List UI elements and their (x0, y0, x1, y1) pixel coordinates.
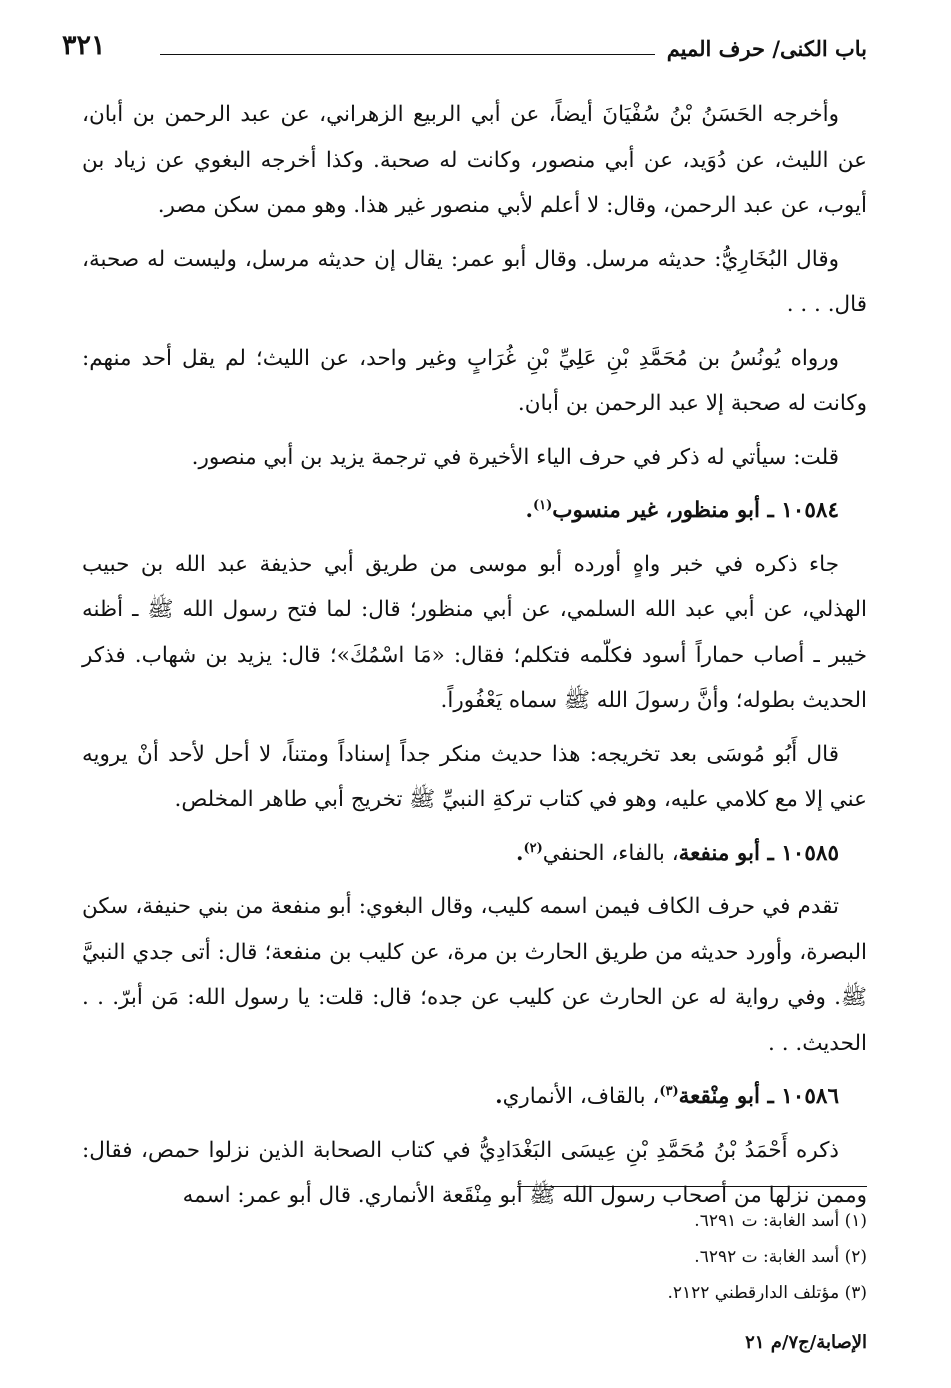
paragraph: جاء ذكره في خبر واهٍ أورده أبو موسى من طريق أبي حذيفة عبد الله بن حبيب الهذلي، عن أبي عبد الله السلمي، عن أبي منظور؛ قال: لما فتح رسول الله ﷺ ـ أظنه خيبر ـ أصاب حماراً أسود فكلّمه فتكلم؛ فقال: «مَا اسْمُكَ»؛ قال: يزيد بن شهاب. فذكر الحديث بطوله؛ وأنَّ رسولَ الله ﷺ سماه يَعْفُوراً. (82, 551, 867, 713)
entry-description: ، بالفاء، الحنفي (542, 840, 679, 866)
entry-heading: ١٠٥٨٦ ـ أبو مِنْقعة$^{(٣)}$، بالقاف، الأنماري. (495, 1083, 839, 1109)
page-header (62, 30, 867, 74)
footnote: (٢) أسد الغابة: ت ٦٢٩٢. (694, 1247, 867, 1267)
footnote-mark[interactable]: (٢) (523, 840, 543, 856)
paragraph: ذكره أَحْمَدُ بْنُ مُحَمَّدِ بْنِ عِيسَى البَغْدَادِيُّ في كتاب الصحابة الذين نزلوا حمص، فقال: وممن نزلها من أصحاب رسول الله ﷺ أبو مِنْقَعة الأنماري. قال أبو عمر: اسمه (82, 1137, 867, 1208)
footnote-mark[interactable]: (٣) (659, 1083, 679, 1099)
paragraph: قال أَبُو مُوسَى بعد تخريجه: هذا حديث منكر جداً إسناداً ومتناً، لا أحل لأحد أنْ يرويه عني إلا مع كلامي عليه، وهو في كتاب تركةِ النبيِّ ﷺ تخريج أبي طاهر المخلص. (82, 741, 867, 812)
footnote: (٣) مؤتلف الدارقطني ٢١٢٢. (667, 1283, 867, 1303)
main-text (82, 92, 867, 1227)
paragraph: قلت: سيأتي له ذكر في حرف الياء الأخيرة في ترجمة يزيد بن أبي منصور. (191, 444, 839, 470)
entry-title: ١٠٥٨٤ ـ أبو منظور، غير منسوب (552, 498, 839, 523)
header-rule (160, 54, 655, 55)
signature-mark: الإصابة/ج٧/م ٢١ (745, 1332, 867, 1353)
paragraph: وقال البُخَارِيُّ: حديثه مرسل. وقال أبو عمر: يقال إن حديثه مرسل، وليست له صحبة، قال. . . . (82, 246, 867, 317)
footnotes (400, 1203, 867, 1311)
entry-heading: ١٠٥٨٤ ـ أبو منظور، غير منسوب$^{(١)}$. (525, 497, 839, 523)
footnote-mark[interactable]: (١) (532, 497, 553, 513)
entry-title: ١٠٥٨٦ ـ أبو مِنْقعة (678, 1084, 839, 1109)
entry-heading: ١٠٥٨٥ ـ أبو منفعة، بالفاء، الحنفي$^{(٢)}$. (515, 840, 839, 866)
footnote-separator (517, 1186, 867, 1187)
paragraph: تقدم في حرف الكاف فيمن اسمه كليب، وقال البغوي: أبو منفعة من بني حنيفة، سكن البصرة، وأورد حديثه من طريق الحارث بن مرة، عن كليب بن منفعة؛ قال: أتى جدي النبيَّ ﷺ. وفي رواية له عن الحارث عن كليب عن جده؛ قال: قلت: يا رسول الله: مَن أبرّ. . . الحديث. . . (82, 894, 867, 1056)
entry-description: ، بالقاف، الأنماري (502, 1084, 660, 1109)
entry-title: ١٠٥٨٥ ـ أبو منفعة (678, 840, 839, 866)
running-head: باب الكنى/ حرف الميم (666, 36, 867, 61)
paragraph: وأخرجه الحَسَنُ بْنُ سُفْيَانَ أيضاً، عن أبي الربيع الزهراني، عن عبد الرحمن بن أبان، عن الليث، عن دُوَيد، عن أبي منصور، وكانت له صحبة. وكذا أخرجه البغوي عن زياد بن أيوب، عن عبد الرحمن، وقال: لا أعلم لأبي منصور غير هذا. وهو ممن سكن مصر. (82, 102, 867, 218)
paragraph: ورواه يُونُسُ بن مُحَمَّدِ بْنِ عَلِيِّ بْنِ غُرَابٍ وغير واحد، عن الليث؛ لم يقل أحد منهم: وكانت له صحبة إلا عبد الرحمن بن أبان. (82, 345, 867, 416)
footnote: (١) أسد الغابة: ت ٦٢٩١. (694, 1211, 867, 1231)
page-number: ٣٢١ (62, 30, 106, 61)
